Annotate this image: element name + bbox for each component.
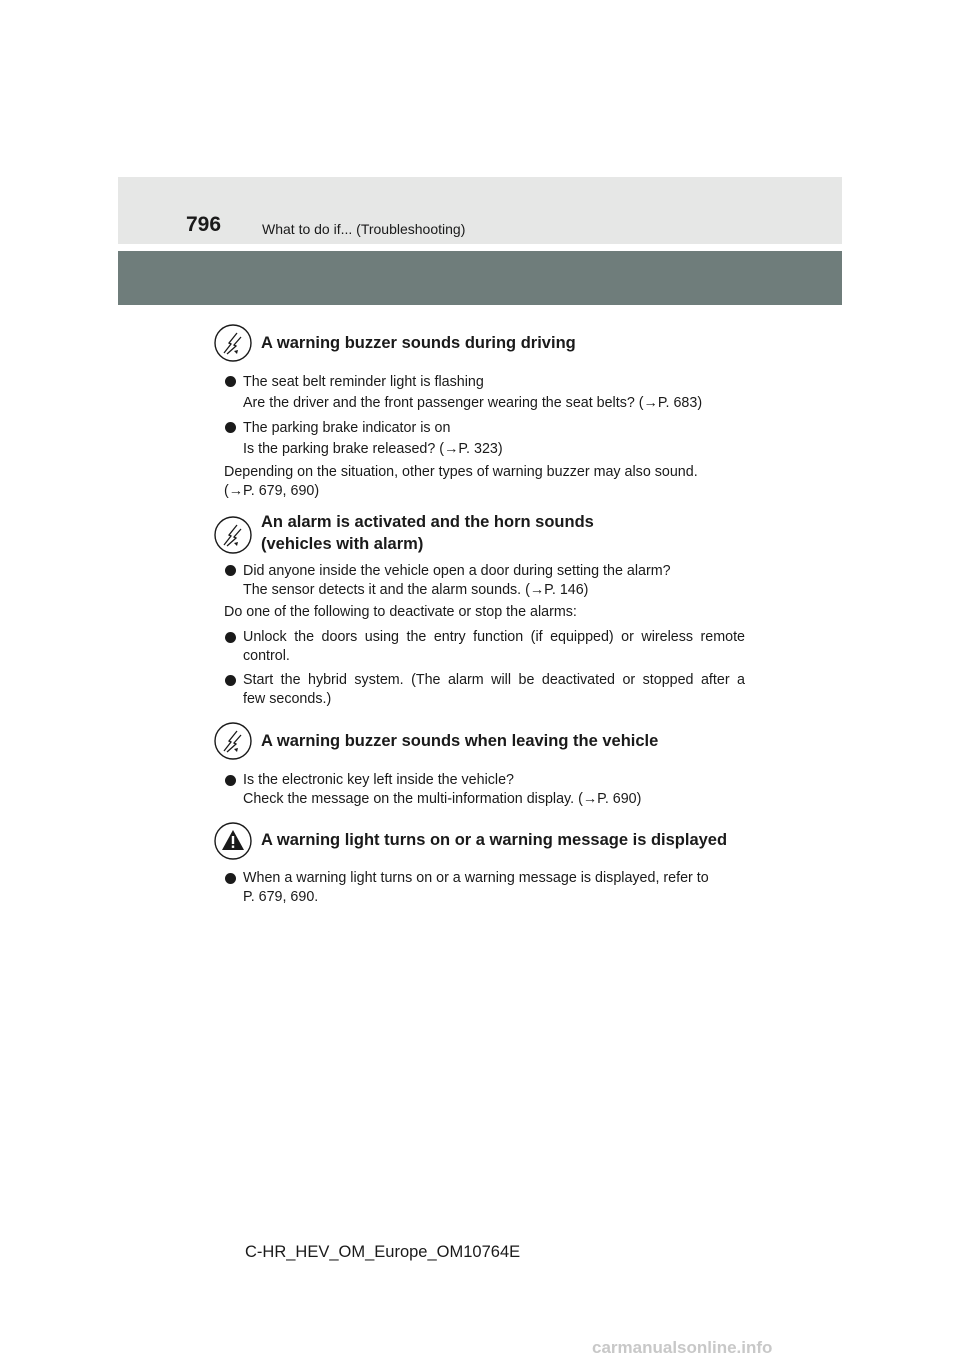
section-heading: An alarm is activated and the horn sounds (vehicles with alarm)	[261, 513, 594, 553]
list-item-detail: control.	[243, 648, 290, 664]
list-item: Unlock the doors using the entry function (if equipped) or wireless remote	[243, 629, 745, 645]
list-item: The seat belt reminder light is flashing	[243, 374, 484, 390]
list-item: When a warning light turns on or a warning message is displayed, refer to	[243, 870, 709, 886]
list-item-detail: The sensor detects it and the alarm sounds. (→P. 146)	[243, 582, 589, 598]
running-header: What to do if... (Troubleshooting)	[262, 221, 466, 237]
list-item-detail: few seconds.)	[243, 691, 332, 707]
bullet	[225, 565, 236, 576]
paragraph: (→P. 679, 690)	[224, 483, 320, 499]
list-item-detail: Is the parking brake released? (→P. 323)	[243, 441, 503, 457]
warning-buzzer-icon	[214, 516, 252, 554]
list-item-detail: Are the driver and the front passenger wearing the seat belts? (→P. 683)	[243, 395, 703, 411]
list-item: Is the electronic key left inside the vehicle?	[243, 772, 514, 788]
bullet	[225, 422, 236, 433]
bullet	[225, 775, 236, 786]
paragraph: Depending on the situation, other types of warning buzzer may also sound.	[224, 464, 698, 480]
document-code: C-HR_HEV_OM_Europe_OM10764E	[245, 1243, 521, 1261]
list-item-detail: P. 679, 690.	[243, 889, 319, 905]
list-item: Start the hybrid system. (The alarm will be deactivated or stopped after a	[243, 672, 745, 688]
page-number: 796	[186, 213, 222, 236]
warning-buzzer-icon	[214, 324, 252, 362]
list-item-detail: Check the message on the multi-information display. (→P. 690)	[243, 791, 642, 807]
list-item: The parking brake indicator is on	[243, 420, 451, 436]
section-heading: A warning buzzer sounds during driving	[261, 334, 576, 352]
warning-triangle-icon	[214, 822, 252, 860]
warning-buzzer-icon	[214, 722, 252, 760]
section-heading: A warning buzzer sounds when leaving the vehicle	[261, 732, 659, 750]
bullet	[225, 675, 236, 686]
list-item: Did anyone inside the vehicle open a door during setting the alarm?	[243, 563, 671, 579]
section-heading: A warning light turns on or a warning message is displayed	[261, 831, 728, 849]
paragraph: Do one of the following to deactivate or stop the alarms:	[224, 604, 577, 620]
bullet	[225, 632, 236, 643]
bullet	[225, 873, 236, 884]
watermark: carmanualsonline.info	[592, 1338, 773, 1357]
bullet	[225, 376, 236, 387]
